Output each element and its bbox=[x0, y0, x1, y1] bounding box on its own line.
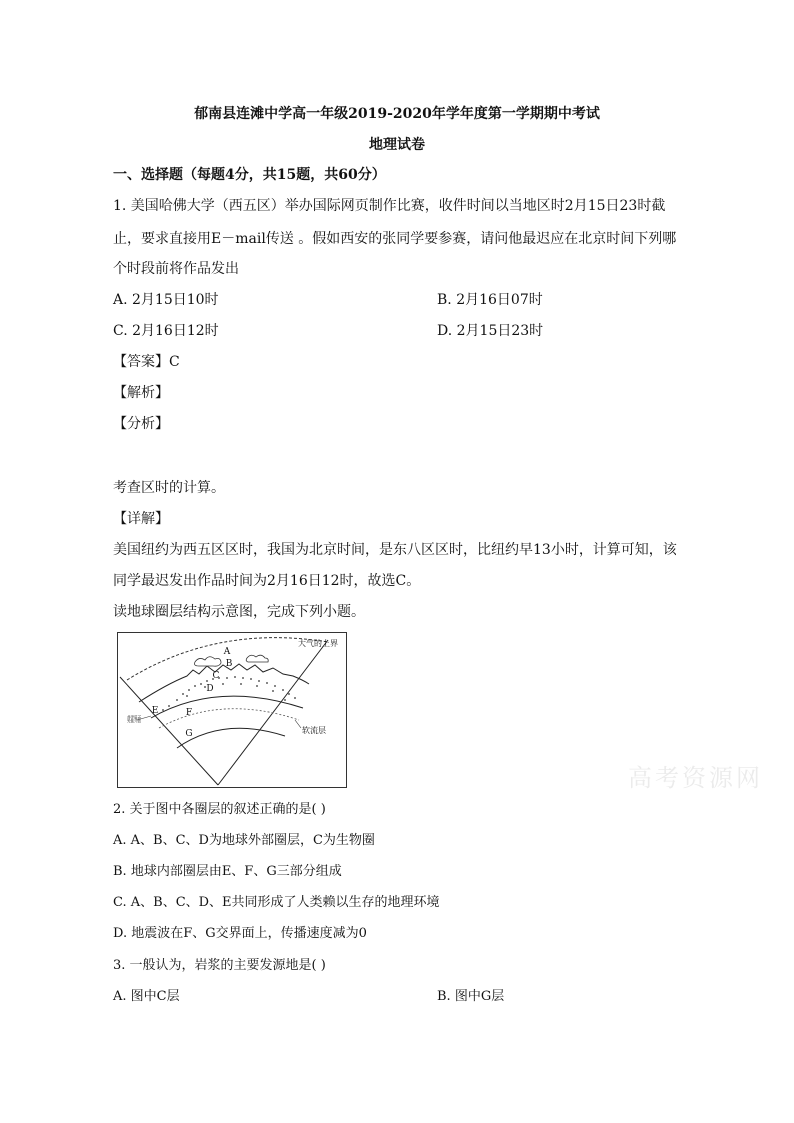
layer-label-a: A bbox=[223, 647, 231, 657]
earth-layers-diagram bbox=[117, 632, 347, 788]
atmosphere-top-label: 大气的上界 bbox=[298, 639, 338, 648]
exam-title: 郁南县连滩中学高一年级2019-2020年学年度第一学期期中考试 bbox=[194, 106, 600, 122]
q1-option-b: B. 2月16日07时 bbox=[437, 292, 543, 308]
layer-label-e: E bbox=[151, 706, 159, 716]
q1-detail-line1: 美国纽约为西五区区时，我国为北京时间，是东八区区时，比纽约早13小时，计算可知，该 bbox=[113, 542, 677, 558]
q2-option-d: D. 地震波在F、G交界面上，传播速度减为0 bbox=[113, 926, 367, 941]
q1-option-c: C. 2月16日12时 bbox=[113, 323, 219, 339]
asthenosphere-label: 软流层 bbox=[302, 726, 326, 735]
moho-label bbox=[127, 714, 141, 724]
q2-option-c: C. A、B、C、D、E共同形成了人类赖以生存的地理环境 bbox=[113, 895, 440, 910]
q1-stem-line1: 1. 美国哈佛大学（西五区）举办国际网页制作比赛，收件时间以当地区时2月15日23时截 bbox=[113, 198, 666, 214]
q1-option-a: A. 2月15日10时 bbox=[113, 292, 219, 308]
q1-option-d: D. 2月15日23时 bbox=[437, 323, 544, 339]
q3-stem: 3. 一般认为，岩浆的主要发源地是( ) bbox=[113, 958, 326, 973]
reading-instruction: 读地球圈层结构示意图，完成下列小题。 bbox=[113, 604, 365, 620]
layer-label-d: D bbox=[206, 684, 214, 694]
section-heading: 一、选择题（每题4分，共15题，共60分） bbox=[113, 167, 386, 183]
q2-option-a: A. A、B、C、D为地球外部圈层，C为生物圈 bbox=[113, 833, 375, 848]
layer-label-f: F bbox=[185, 708, 193, 718]
q1-stem-line3: 个时段前将作品发出 bbox=[113, 261, 239, 277]
layer-label-b: B bbox=[225, 659, 233, 669]
exam-subtitle: 地理试卷 bbox=[369, 137, 425, 153]
q1-answer: 【答案】C bbox=[113, 354, 180, 370]
q3-option-b: B. 图中G层 bbox=[437, 989, 505, 1004]
q1-jiexi-label: 【解析】 bbox=[113, 385, 169, 401]
watermark: 高考资源网 bbox=[628, 764, 763, 792]
layer-label-g: G bbox=[185, 729, 193, 739]
q1-xiangjie-label: 【详解】 bbox=[113, 511, 169, 527]
q3-option-a: A. 图中C层 bbox=[113, 989, 180, 1004]
layer-label-c: C bbox=[212, 671, 220, 681]
q2-stem: 2. 关于图中各圈层的叙述正确的是( ) bbox=[113, 802, 326, 817]
q1-stem-line2: 止，要求直接用E－mail传送 。假如西安的张同学要参赛，请问他最迟应在北京时间下列哪 bbox=[113, 231, 677, 247]
q1-detail-line2: 同学最迟发出作品时间为2月16日12时，故选C。 bbox=[113, 573, 421, 589]
q2-option-b: B. 地球内部圈层由E、F、G三部分组成 bbox=[113, 864, 342, 879]
q1-analysis-text: 考查区时的计算。 bbox=[113, 480, 225, 496]
q1-fenxi-label: 【分析】 bbox=[113, 416, 169, 432]
